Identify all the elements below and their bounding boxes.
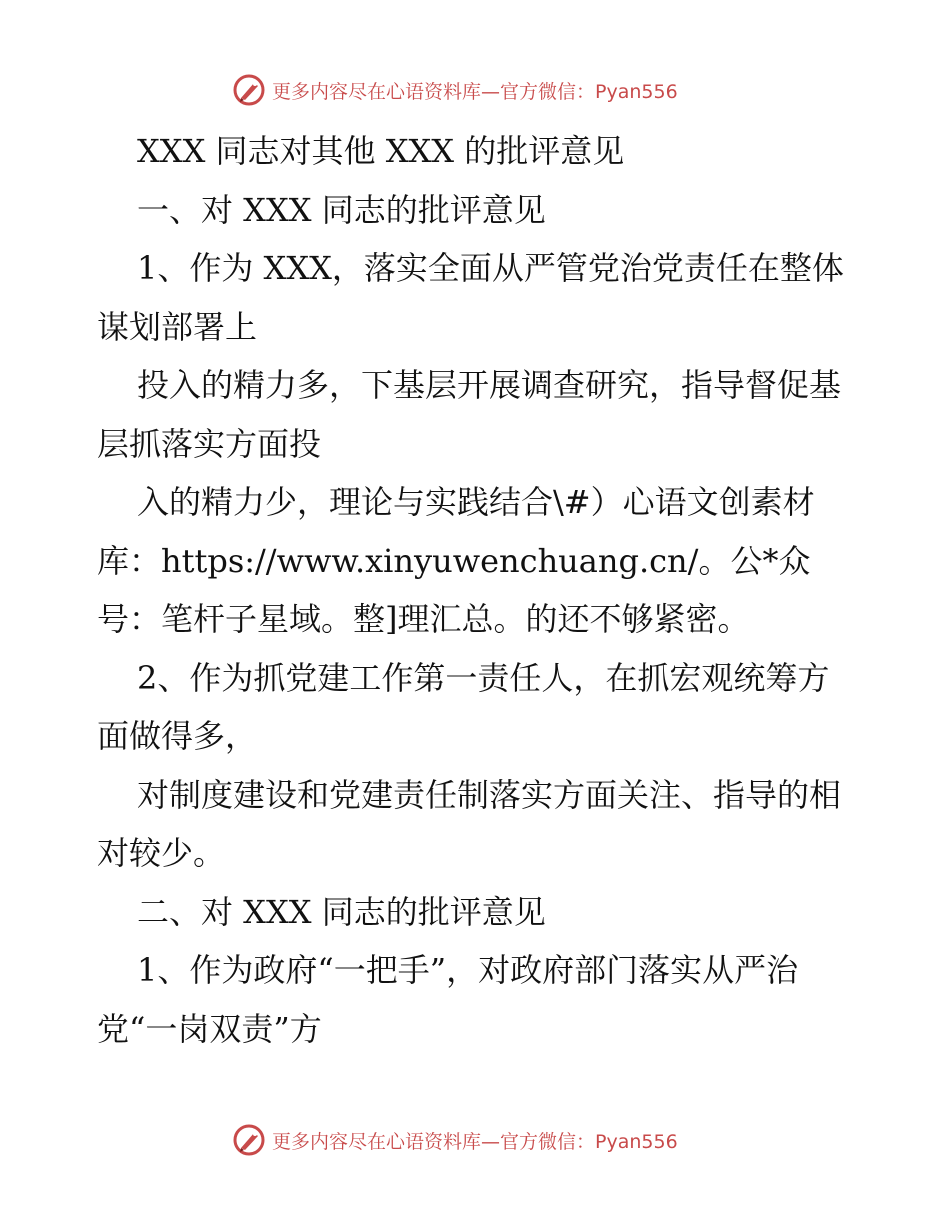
paragraph: 对制度建设和党建责任制落实方面关注、指导的相对较少。 <box>97 775 842 872</box>
header-banner-text: 更多内容尽在心语资料库—官方微信：Pyan556 <box>272 80 678 103</box>
paragraph: 2、作为抓党建工作第一责任人，在抓宏观统筹方面做得多， <box>97 658 830 755</box>
header-banner <box>232 70 678 110</box>
pen-logo-icon <box>232 1123 266 1157</box>
paragraph: 二、对 XXX 同志的批评意见 <box>137 892 546 931</box>
document-title: XXX 同志对其他 XXX 的批评意见 <box>137 132 625 170</box>
paragraph: 1、作为 XXX，落实全面从严管党治党责任在整体谋划部署上 <box>97 249 844 346</box>
pen-logo-icon <box>232 73 266 107</box>
document-body <box>97 122 857 1058</box>
footer-banner-text: 更多内容尽在心语资料库—官方微信：Pyan556 <box>272 1130 678 1153</box>
paragraph: 一、对 XXX 同志的批评意见 <box>137 190 546 229</box>
paragraph: 投入的精力多，下基层开展调查研究，指导督促基层抓落实方面投 <box>97 366 842 463</box>
paragraph: 1、作为政府“一把手”，对政府部门落实从严治党“一岗双责”方 <box>97 951 799 1048</box>
footer-banner <box>232 1120 678 1160</box>
paragraph: 入的精力少，理论与实践结合\#）心语文创素材库：https://www.xinyuwenchuang.cn/。公*众号：笔杆子星域。整]理汇总。的还不够紧密。 <box>97 483 815 638</box>
